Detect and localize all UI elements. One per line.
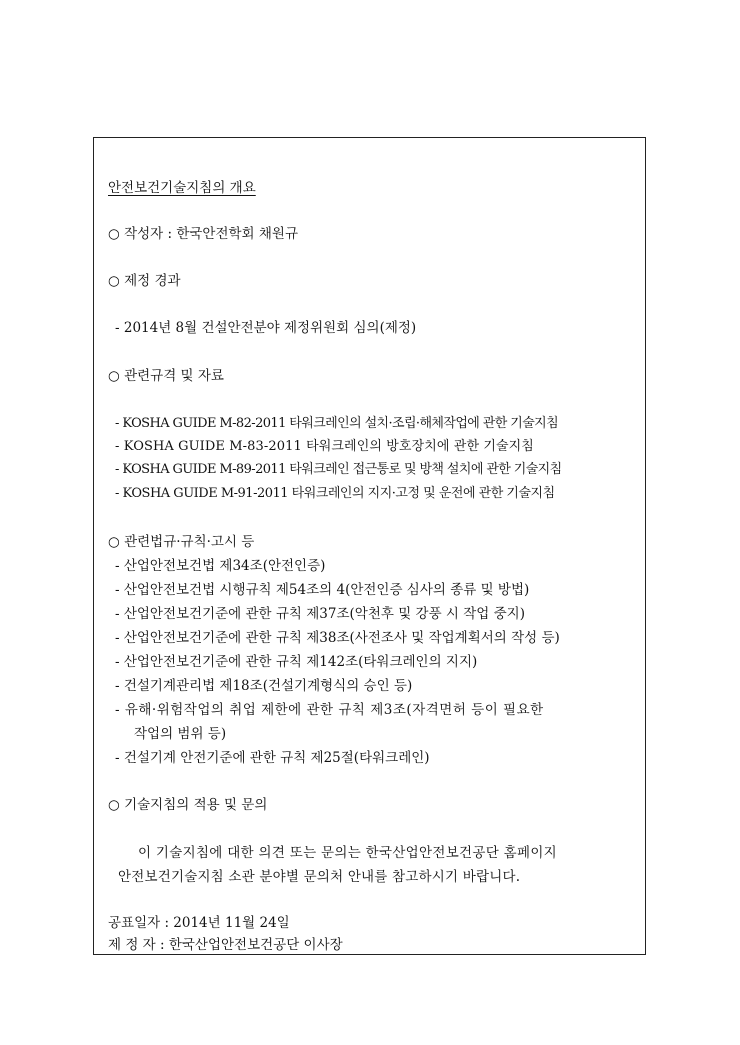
- laws-item: - 건설기계 안전기준에 관한 규칙 제25절(타워크레인): [115, 750, 430, 766]
- author-line: ○ 작성자 : 한국안전학회 채원규: [108, 226, 298, 242]
- application-text-line: 안전보건기술지침 소관 분야별 문의처 안내를 참고하시기 바랍니다.: [118, 869, 521, 885]
- document-title: 안전보건기술지침의 개요: [108, 180, 256, 196]
- laws-heading: ○ 관련법규·규칙·고시 등: [108, 534, 255, 550]
- laws-item: - 유해·위험작업의 취업 제한에 관한 규칙 제3조(자격면허 등이 필요한: [115, 702, 544, 718]
- standards-item: - KOSHA GUIDE M-89-2011 타워크레인 접근통로 및 방책 설치에 관한 기술지침: [115, 462, 562, 477]
- laws-item-continuation: 작업의 범위 등): [134, 726, 227, 742]
- standards-item: - KOSHA GUIDE M-83-2011 타워크레인의 방호장치에 관한 기술지침: [115, 439, 534, 454]
- standards-item: - KOSHA GUIDE M-82-2011 타워크레인의 설치·조립·해체작업에 관한 기술지침: [115, 416, 559, 431]
- document-overview-box: [93, 137, 646, 955]
- laws-item: - 산업안전보건기준에 관한 규칙 제142조(타워크레인의 지지): [115, 654, 478, 670]
- application-heading: ○ 기술지침의 적용 및 문의: [108, 797, 268, 813]
- history-heading: ○ 제정 경과: [108, 273, 181, 289]
- standards-heading: ○ 관련규격 및 자료: [108, 368, 224, 384]
- publication-date: 공표일자 : 2014년 11월 24일: [108, 915, 290, 931]
- laws-item: - 건설기계관리법 제18조(건설기계형식의 승인 등): [115, 678, 413, 694]
- enactor: 제 정 자 : 한국산업안전보건공단 이사장: [108, 937, 343, 953]
- laws-item: - 산업안전보건법 시행규칙 제54조의 4(안전인증 심사의 종류 및 방법): [115, 582, 530, 598]
- standards-item: - KOSHA GUIDE M-91-2011 타워크레인의 지지·고정 및 운전에 관한 기술지침: [115, 486, 555, 501]
- laws-item: - 산업안전보건기준에 관한 규칙 제38조(사전조사 및 작업계획서의 작성 등): [115, 630, 560, 646]
- laws-item: - 산업안전보건법 제34조(안전인증): [115, 558, 326, 574]
- application-text-line: 이 기술지침에 대한 의견 또는 문의는 한국산업안전보건공단 홈페이지: [138, 845, 558, 861]
- history-item: - 2014년 8월 건설안전분야 제정위원회 심의(제정): [115, 320, 417, 336]
- laws-item: - 산업안전보건기준에 관한 규칙 제37조(악천후 및 강풍 시 작업 중지): [115, 606, 525, 622]
